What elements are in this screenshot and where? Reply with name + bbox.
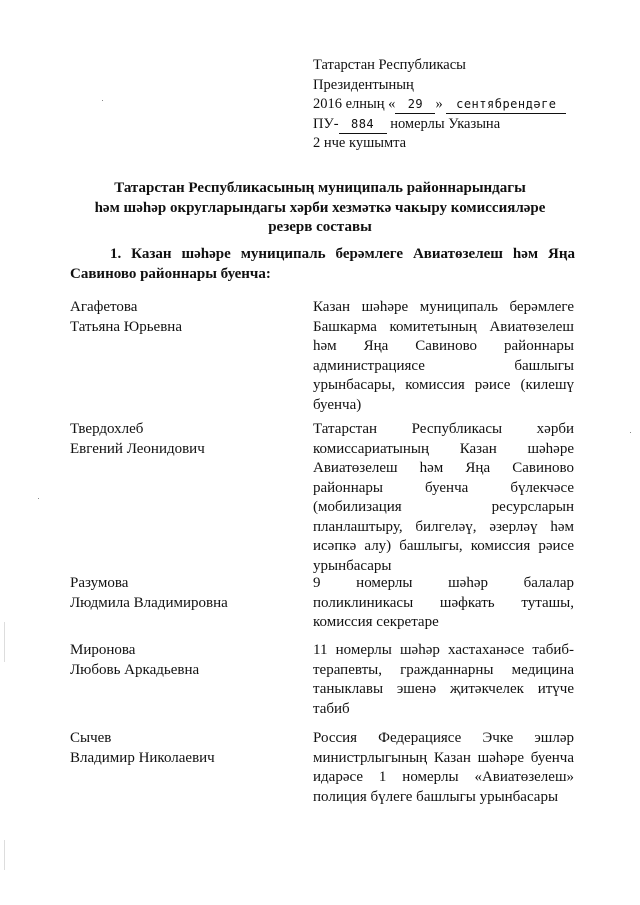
- member-surname: Агафетова: [70, 299, 138, 315]
- member-surname: Твердохлеб: [70, 421, 144, 437]
- member-name: [70, 574, 228, 613]
- member-name: [70, 298, 182, 337]
- title-line-2: һәм шәһәр округларындагы хәрби хезмәткә чакыру комиссияләре: [94, 199, 546, 216]
- header-line-republic: Татарстан Республикасы: [313, 57, 466, 73]
- member-given-name: Любовь Аркадьевна: [70, 661, 200, 678]
- member-given-name: Татьяна Юрьевна: [70, 318, 182, 335]
- member-role: Татарстан Республикасы хәрби комиссариатының Казан шәһәре Авиатөзелеш һәм Яңа Савиново районнары буенча бүлекчәсе (мобилизация ресурсларын планлаштыру, билгеләү, әзерләү һәм исәпкә алу) башлыгы, комиссия рәисе урынбасары: [313, 421, 574, 574]
- member-surname: Разумова: [70, 575, 129, 591]
- member-name: [70, 729, 215, 768]
- member-role: Казан шәһәре муниципаль берәмлеге Башкарма комитетының Авиатөзелеш һәм Яңа Савиново районнары администрациясе башлыгы урынбасары, комиссия рәисе (килешү буенча): [313, 299, 574, 413]
- title-line-1: Татарстан Республикасының муниципаль районнарындагы: [114, 180, 526, 196]
- member-role: Россия Федерациясе Эчке эшләр министрлыгының Казан шәһәре буенча идарәсе 1 номерлы «Авиатөзелеш» полиция бүлеге башлыгы урынбасары: [313, 730, 574, 805]
- member-role: 11 номерлы шәһәр хастаханәсе табиб-терапевты, гражданнарны медицина таныклавы эшенә җитәкчелек итүче табиб: [313, 642, 574, 717]
- decree-suffix: номерлы Указына: [390, 116, 501, 132]
- member-given-name: Евгений Леонидович: [70, 440, 205, 457]
- header-line-president: Президентының: [313, 77, 414, 93]
- member-given-name: Людмила Владимировна: [70, 594, 228, 611]
- header-line-date: [313, 96, 566, 114]
- month-value: сентябрендәге: [446, 96, 566, 114]
- header-line-appendix: 2 нче кушымта: [313, 135, 407, 151]
- member-surname: Миронова: [70, 642, 136, 658]
- member-name: [70, 420, 205, 459]
- document-title: [60, 179, 580, 238]
- title-line-3: резерв составы: [268, 219, 372, 235]
- header-line-decree: [313, 116, 500, 134]
- section-heading: 1. Казан шәһәре муниципаль берәмлеге Авиатөзелеш һәм Яңа Савиново районнары буенча:: [70, 246, 575, 282]
- day-value: 29: [395, 96, 435, 114]
- year-prefix: 2016 елның «: [313, 96, 396, 112]
- member-given-name: Владимир Николаевич: [70, 749, 215, 766]
- member-name: [70, 641, 199, 680]
- decree-number: 884: [339, 116, 387, 134]
- day-suffix: »: [435, 96, 443, 112]
- member-surname: Сычев: [70, 730, 112, 746]
- member-role: 9 номерлы шәһәр балалар поликлиникасы шәфкать туташы, комиссия секретаре: [313, 575, 574, 630]
- decree-prefix: ПУ-: [313, 116, 339, 132]
